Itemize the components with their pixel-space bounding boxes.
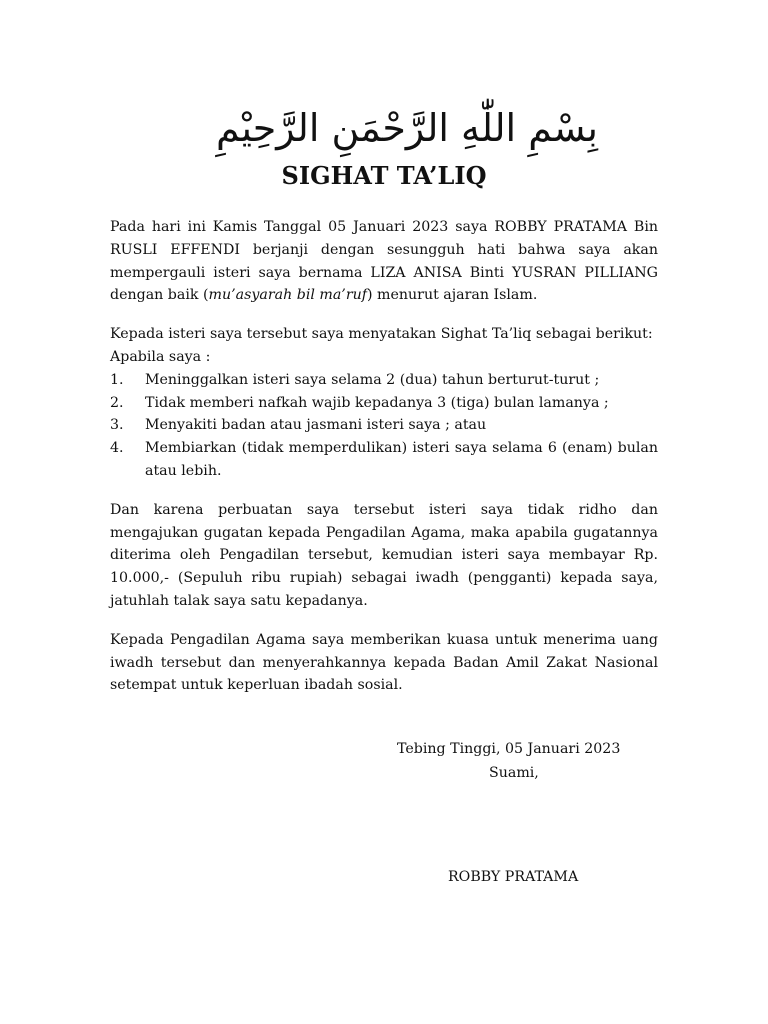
opening-paragraph: [110, 216, 658, 307]
conditions-list: [110, 369, 658, 483]
authorization-paragraph: Kepada Pengadilan Agama saya memberikan kuasa untuk menerima uang iwadh tersebut dan menyerahkannya kepada Badan Amil Zakat Nasional setempat untuk keperluan ibadah sosial.: [110, 631, 658, 694]
signer-name: ROBBY PRATAMA: [448, 869, 579, 885]
condition-number: 4.: [110, 440, 124, 457]
condition-number: 2.: [110, 394, 124, 411]
condition-number: 1.: [110, 371, 124, 388]
basmala-heading: بِسْمِ اللّٰهِ الرَّحْمَنِ الرَّحِيْمِ: [216, 106, 598, 150]
condition-text: Meninggalkan isteri saya selama 2 (dua) tahun berturut-turut ;: [145, 371, 600, 388]
condition-number: 3.: [110, 417, 124, 434]
signer-role: Suami,: [489, 765, 539, 781]
condition-item: [110, 437, 658, 483]
condition-item: [110, 392, 658, 415]
place-date: Tebing Tinggi, 05 Januari 2023: [397, 741, 621, 757]
condition-text: Menyakiti badan atau jasmani isteri saya ; atau: [145, 417, 487, 434]
opening-text-end: ) menurut ajaran Islam.: [367, 287, 538, 304]
opening-text: Pada hari ini Kamis Tanggal 05 Januari 2023 saya ROBBY PRATAMA Bin RUSLI EFFENDI berjanji dengan sesungguh hati bahwa saya akan mempergauli isteri saya bernama LIZA ANISA Binti YUSRAN PILLIANG dengan baik (: [110, 219, 658, 304]
declaration-paragraph: Kepada isteri saya tersebut saya menyatakan Sighat Ta’liq sebagai berikut:: [110, 326, 653, 343]
apabila-line: Apabila saya :: [110, 348, 211, 365]
document-title: SIGHAT TA’LIQ: [281, 161, 487, 190]
condition-text: Membiarkan (tidak memperdulikan) isteri saya selama 6 (enam) bulan atau lebih.: [145, 440, 658, 479]
condition-item: [110, 414, 658, 437]
condition-text: Tidak memberi nafkah wajib kepadanya 3 (tiga) bulan lamanya ;: [145, 394, 609, 411]
opening-italic-term: mu’asyarah bil ma’ruf: [208, 287, 367, 304]
condition-item: [110, 369, 658, 392]
document-body: [110, 216, 658, 697]
consequence-paragraph: Dan karena perbuatan saya tersebut isteri saya tidak ridho dan mengajukan gugatan kepada Pengadilan Agama, maka apabila gugatannya diterima oleh Pengadilan tersebut, kemudian isteri saya membayar Rp. 10.000,- (Sepuluh ribu rupiah) sebagai iwadh (pengganti) kepada saya, jatuhlah talak saya satu kepadanya.: [110, 501, 658, 609]
